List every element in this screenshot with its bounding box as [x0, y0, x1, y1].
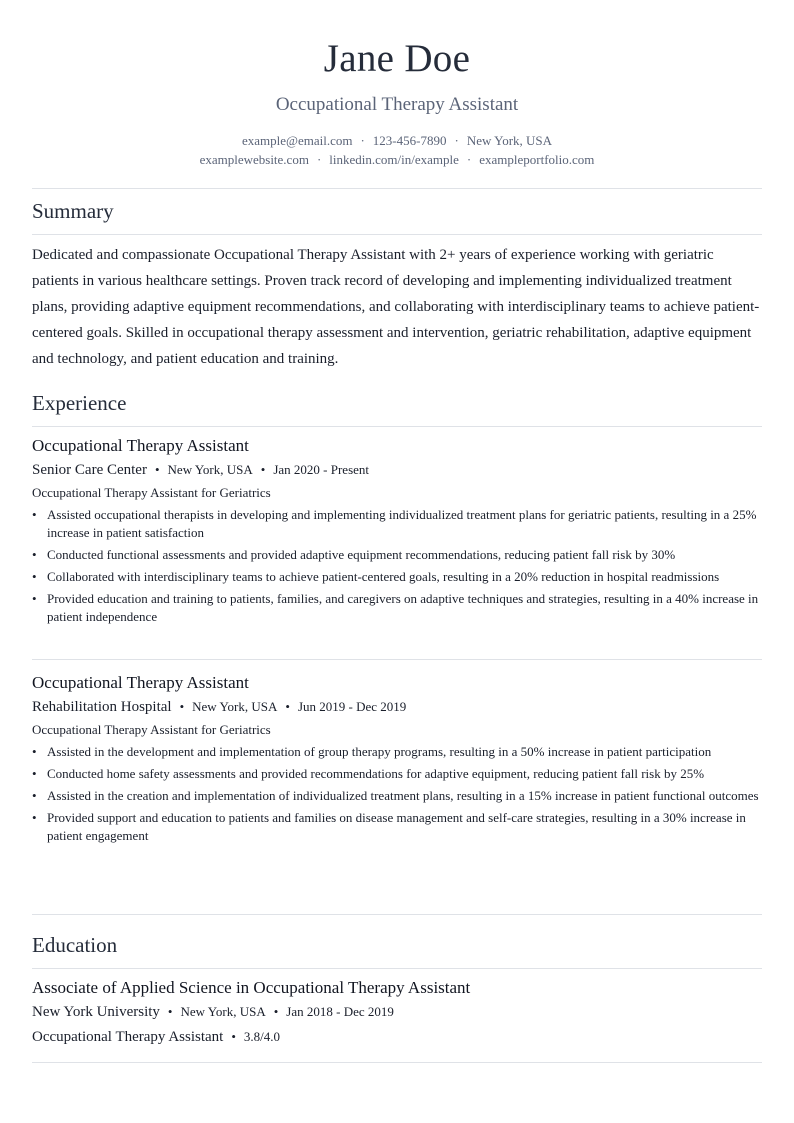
school-location: New York, USA — [180, 1004, 266, 1019]
bullet-separator: • — [260, 462, 266, 477]
education-field-row — [32, 1028, 762, 1046]
separator: · — [454, 133, 459, 148]
bullet-item: • Collaborated with interdisciplinary teams to achieve patient-centered goals, resulting in a 20% reduction in hospital readmissions — [32, 568, 762, 586]
school-name: New York University — [32, 1004, 160, 1020]
phone-text: 123-456-7890 — [372, 133, 447, 148]
job-entry — [32, 672, 762, 849]
job-bullets — [32, 506, 762, 626]
bullet-item: • Conducted functional assessments and provided adaptive equipment recommendations, reducing patient fall risk by 30% — [32, 546, 762, 564]
divider — [32, 659, 762, 660]
bullet-item: • Conducted home safety assessments and provided recommendations for adaptive equipment, reducing patient fall risk by 25% — [32, 765, 762, 783]
field-of-study: Occupational Therapy Assistant — [32, 1029, 224, 1045]
resume-header — [0, 0, 794, 169]
separator: · — [360, 133, 365, 148]
job-title: Occupational Therapy Assistant — [32, 436, 249, 455]
divider — [32, 1062, 762, 1063]
job-location: New York, USA — [192, 699, 278, 714]
separator: · — [466, 152, 472, 167]
job-subtitle: Occupational Therapy Assistant for Geriatrics — [32, 485, 271, 500]
divider — [32, 188, 762, 189]
bullet-separator: • — [273, 1004, 279, 1019]
job-meta — [32, 461, 762, 479]
bullet-item: • Assisted in the development and implementation of group therapy programs, resulting in a 50% increase in patient participation — [32, 743, 762, 761]
bullet-item: • Provided education and training to patients, families, and caregivers on adaptive techniques and strategies, resulting in a 40% increase in patient independence — [32, 590, 762, 626]
website-link[interactable]: examplewebsite.com — [199, 152, 309, 167]
job-dates: Jan 2020 - Present — [273, 462, 370, 477]
bullet-separator: • — [179, 699, 185, 714]
job-location: New York, USA — [167, 462, 253, 477]
divider — [32, 968, 762, 969]
email-link[interactable]: example@email.com — [241, 133, 353, 148]
bullet-item: • Assisted occupational therapists in developing and implementing individualized treatment plans for geriatric patients, resulting in a 25% increase in patient satisfaction — [32, 506, 762, 542]
portfolio-link[interactable]: exampleportfolio.com — [479, 152, 595, 167]
bullet-item: • Assisted in the creation and implementation of individualized treatment plans, resulting in a 15% increase in patient functional outcomes — [32, 787, 762, 805]
linkedin-link[interactable]: linkedin.com/in/example — [329, 152, 459, 167]
summary-heading: Summary — [32, 199, 114, 223]
company-name: Senior Care Center — [32, 462, 147, 478]
job-entry — [32, 435, 762, 630]
separator: · — [316, 152, 322, 167]
divider — [32, 234, 762, 235]
experience-heading: Experience — [32, 391, 127, 415]
education-dates: Jan 2018 - Dec 2019 — [286, 1004, 394, 1019]
job-bullets — [32, 743, 762, 845]
bullet-separator: • — [167, 1004, 173, 1019]
candidate-title: Occupational Therapy Assistant — [275, 94, 519, 115]
summary-text: Dedicated and compassionate Occupational Therapy Assistant with 2+ years of experience working with geriatric patients in various healthcare settings. Proven track record of developing and implementing individualized treatment plans, providing adaptive equipment recommendations, and collaborating with interdisciplinary teams to achieve patient-centered goals. Skilled in occupational therapy assessment and intervention, geriatric rehabilitation, adaptive equipment and technology, and patient education and training. — [32, 247, 760, 367]
bullet-item: • Provided support and education to patients and families on disease management and self-care strategies, resulting in a 30% increase in patient engagement — [32, 809, 762, 845]
bullet-separator: • — [285, 699, 290, 714]
degree-title: Associate of Applied Science in Occupational Therapy Assistant — [32, 978, 471, 997]
location-text: New York, USA — [466, 133, 553, 148]
gpa-text: 3.8/4.0 — [243, 1029, 281, 1044]
bullet-separator: • — [231, 1029, 236, 1044]
candidate-name: Jane Doe — [323, 37, 471, 80]
contact-row-2 — [0, 150, 794, 169]
job-subtitle: Occupational Therapy Assistant for Geriatrics — [32, 722, 271, 737]
job-title: Occupational Therapy Assistant — [32, 673, 249, 692]
education-entry — [32, 977, 762, 1046]
company-name: Rehabilitation Hospital — [32, 699, 172, 715]
divider — [32, 426, 762, 427]
job-dates: Jun 2019 - Dec 2019 — [297, 699, 407, 714]
divider — [32, 914, 762, 915]
bullet-separator: • — [154, 462, 160, 477]
education-heading: Education — [32, 933, 118, 957]
job-meta — [32, 698, 762, 716]
education-meta — [32, 1003, 762, 1021]
contact-row-1 — [0, 131, 794, 150]
